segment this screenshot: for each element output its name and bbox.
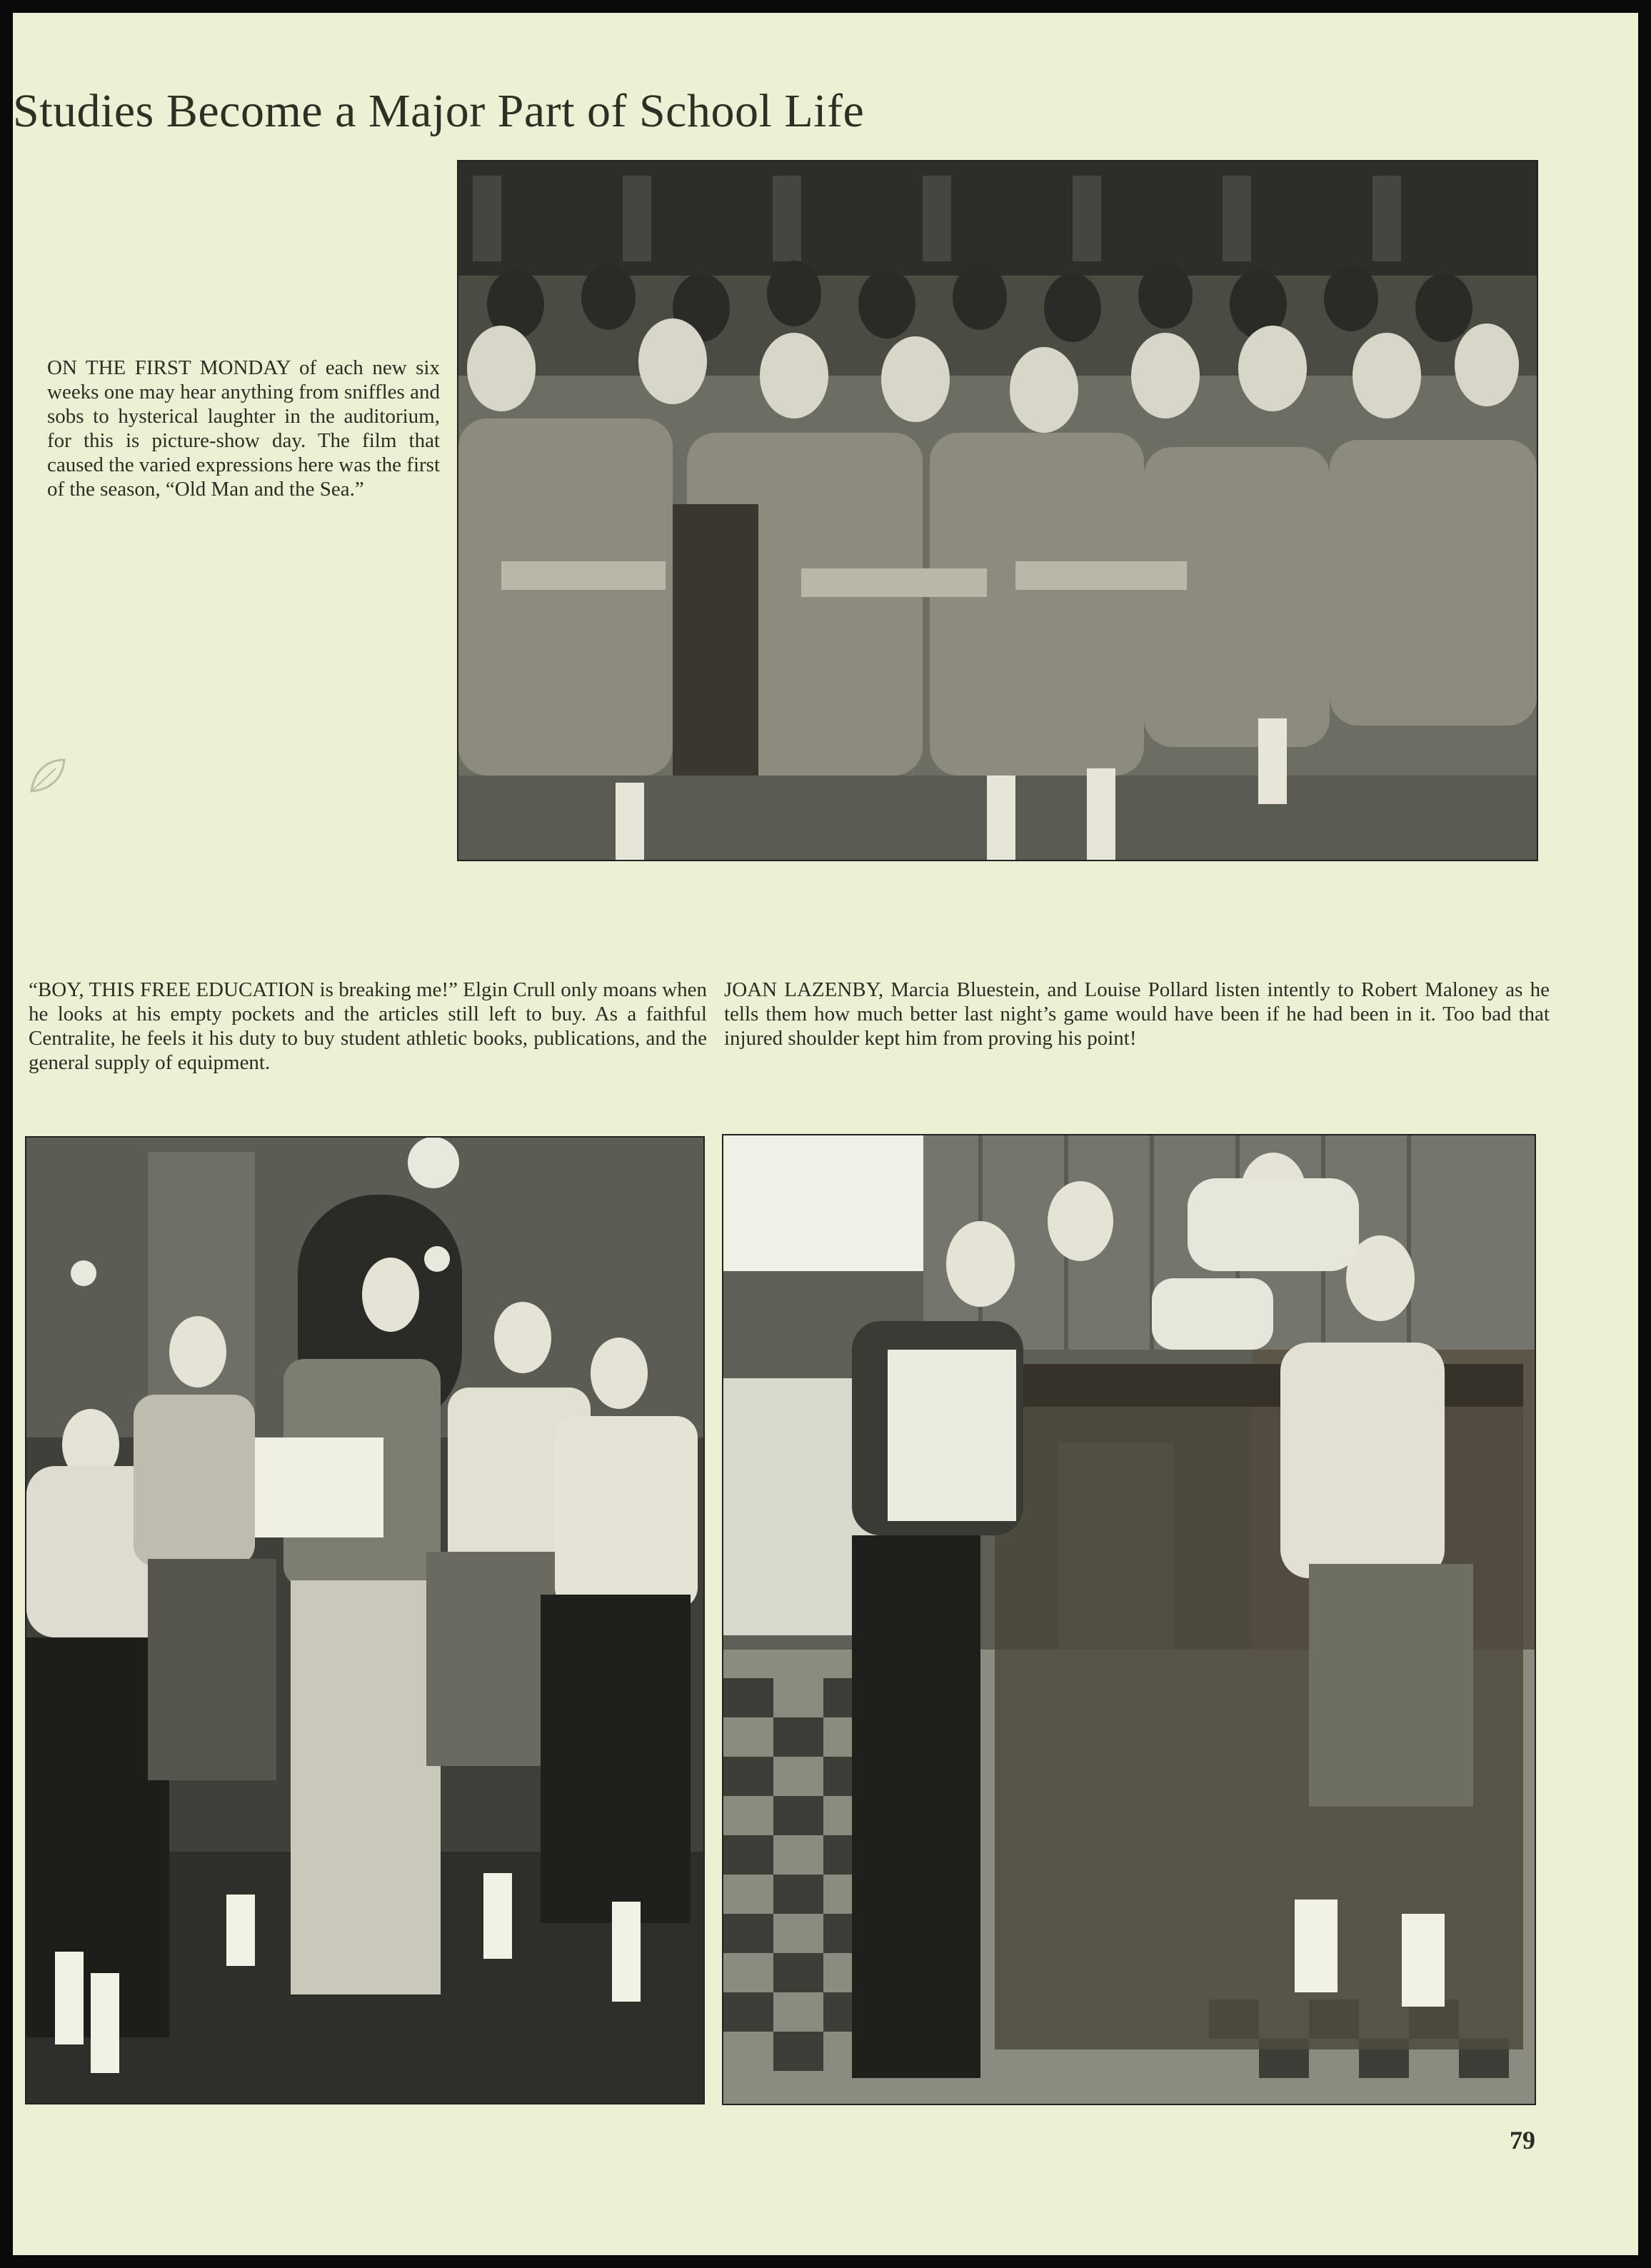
locker-caption [724,978,1550,1050]
caption-lead: JOAN LAZENBY, [724,978,884,1001]
auditorium-audience-photo [457,160,1538,861]
locker-students-photo [722,1134,1536,2105]
hallway-caption [29,978,707,1075]
caption-lead: ON THE FIRST MONDAY [47,356,291,379]
page-title: Studies Become a Major Part of School Life [13,85,865,137]
caption-text: of each new six weeks one may hear anything from sniffles and sobs to hysterical laughter in the auditorium, for this is picture-show day. The film that caused the varied expressions here was the first of the season, “Old Man and the Sea.” [47,356,440,501]
leaf-ornament-icon [27,756,69,797]
hallway-students-photo [25,1136,705,2104]
caption-lead: “BOY, THIS FREE EDUCATION [29,978,315,1001]
caption-text: Marcia Bluestein, and Louise Pollard listen intently to Robert Maloney as he tells them how much better last night’s game would have been if he had been in it. Too bad that injured shoulder kept him from proving his point! [724,978,1550,1050]
auditorium-caption [47,356,440,501]
caption-text: is breaking me!” Elgin Crull only moans when he looks at his empty pockets and the articles still left to buy. As a faithful Centralite, he feels it his duty to buy student athletic books, publications, and the general supply of equipment. [29,978,707,1074]
page-number: 79 [1510,2126,1535,2154]
yearbook-page [13,13,1638,2255]
